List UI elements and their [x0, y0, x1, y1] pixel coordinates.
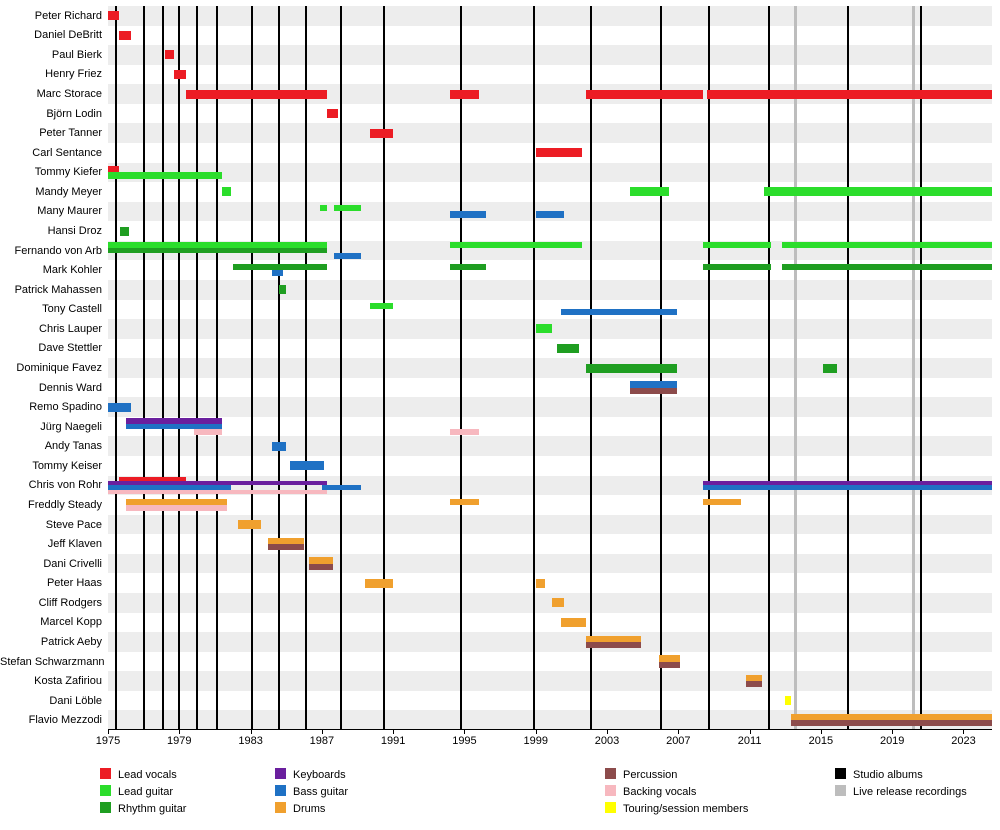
row-band: [108, 671, 992, 691]
legend-item: [605, 785, 696, 798]
member-label: Peter Tanner: [39, 127, 102, 140]
timeline-bar: [268, 544, 304, 550]
studio-album-line: [178, 6, 180, 730]
legend-swatch: [100, 785, 111, 796]
member-label: Mandy Meyer: [35, 185, 102, 198]
timeline-bar: [791, 720, 992, 726]
timeline-bar: [764, 187, 992, 196]
legend-item: [605, 768, 677, 781]
legend-label: Lead vocals: [118, 769, 177, 781]
x-tick: [821, 730, 822, 734]
studio-album-line: [162, 6, 164, 730]
timeline-bar: [536, 324, 552, 333]
member-label: Patrick Mahassen: [14, 283, 102, 296]
row-band: [108, 632, 992, 652]
timeline-bar: [561, 618, 586, 627]
studio-album-line: [305, 6, 307, 730]
timeline-bar: [703, 264, 771, 270]
timeline-bar: [365, 579, 394, 588]
timeline-bar: [165, 50, 174, 59]
member-label: Kosta Zafiriou: [34, 675, 102, 688]
legend-item: [275, 768, 346, 781]
member-label: Carl Sentance: [32, 146, 102, 159]
chart-legend: [100, 768, 990, 826]
timeline-bar: [536, 211, 565, 217]
timeline-bar: [370, 129, 393, 138]
timeline-bar: [327, 109, 338, 118]
member-label: Marc Storace: [36, 88, 102, 101]
legend-label: Drums: [293, 803, 326, 815]
timeline-bar: [126, 505, 228, 511]
x-tick-label: 1987: [309, 735, 335, 747]
legend-item: [275, 802, 325, 815]
x-tick: [536, 730, 537, 734]
legend-label: Studio albums: [853, 769, 923, 781]
timeline-bar: [108, 490, 327, 494]
timeline-bar: [370, 303, 393, 309]
timeline-bar: [552, 598, 564, 607]
row-band: [108, 280, 992, 300]
live-release-line: [794, 6, 797, 730]
member-label: Paul Bierk: [51, 48, 102, 61]
timeline-bar: [108, 11, 119, 20]
legend-swatch: [100, 802, 111, 813]
x-tick-label: 1999: [523, 735, 548, 747]
studio-album-line: [143, 6, 145, 730]
timeline-bar: [536, 148, 582, 157]
timeline-bar: [108, 248, 327, 254]
legend-label: Keyboards: [293, 769, 346, 781]
timeline-bar: [586, 90, 704, 99]
row-band: [108, 436, 992, 456]
row-band: [108, 593, 992, 613]
legend-swatch: [275, 768, 286, 779]
studio-album-line: [460, 6, 462, 730]
row-band: [108, 45, 992, 65]
x-tick-label: 1983: [238, 735, 263, 747]
member-label: Dave Stettler: [38, 342, 102, 355]
x-tick: [750, 730, 751, 734]
studio-album-line: [216, 6, 218, 730]
member-label: Tommy Kiefer: [34, 166, 102, 179]
x-tick: [464, 730, 465, 734]
member-label: Tommy Keiser: [32, 459, 102, 472]
member-label: Many Maurer: [37, 205, 102, 218]
member-label: Freddly Steady: [28, 498, 102, 511]
legend-swatch: [275, 802, 286, 813]
timeline-bar: [450, 429, 479, 435]
legend-item: [100, 785, 173, 798]
studio-album-line: [278, 6, 280, 730]
timeline-bar: [322, 485, 361, 489]
timeline-bar: [320, 205, 327, 211]
member-label: Patrick Aeby: [40, 635, 102, 648]
member-label: Stefan Schwarzmann: [0, 655, 105, 668]
legend-swatch: [835, 768, 846, 779]
timeline-bar: [194, 429, 223, 435]
member-label: Mark Kohler: [42, 264, 102, 277]
member-label: Tony Castell: [42, 303, 102, 316]
timeline-bar: [119, 31, 131, 40]
member-label: Henry Friez: [45, 68, 102, 81]
x-tick-label: 2019: [879, 735, 905, 747]
x-tick: [963, 730, 964, 734]
x-tick-label: 2015: [808, 735, 834, 747]
timeline-bar: [450, 264, 486, 270]
studio-album-line: [768, 6, 770, 730]
studio-album-line: [196, 6, 198, 730]
timeline-bar: [279, 285, 286, 294]
member-label: Chris Lauper: [39, 322, 102, 335]
row-band: [108, 554, 992, 574]
timeline-bar: [703, 242, 771, 248]
member-label: Peter Haas: [46, 577, 102, 590]
legend-label: Percussion: [623, 769, 678, 781]
member-label: Dennis Ward: [38, 381, 102, 394]
timeline-bar: [120, 227, 129, 236]
timeline-bar: [536, 579, 545, 588]
x-tick-label: 1991: [380, 735, 406, 747]
timeline-bar: [108, 481, 327, 485]
timeline-bar: [334, 205, 361, 211]
timeline-bar: [108, 403, 131, 412]
member-label: Remo Spadino: [29, 401, 102, 414]
plot-area: [108, 6, 992, 730]
legend-label: Touring/session members: [623, 803, 749, 815]
member-label: Chris von Rohr: [28, 479, 102, 492]
legend-item: [275, 785, 348, 798]
timeline-bar: [630, 187, 669, 196]
x-tick: [892, 730, 893, 734]
timeline-bar: [126, 418, 222, 424]
legend-item: [100, 768, 177, 781]
row-band: [108, 6, 992, 26]
timeline-bar: [630, 388, 676, 394]
legend-swatch: [605, 802, 616, 813]
timeline-bar: [186, 90, 327, 99]
studio-album-line: [533, 6, 535, 730]
x-axis: [95, 730, 992, 750]
row-band: [108, 123, 992, 143]
member-label: Marcel Kopp: [40, 616, 102, 629]
member-label: Fernando von Arb: [14, 244, 102, 257]
member-label: Hansi Droz: [47, 225, 102, 238]
timeline-bar: [450, 242, 582, 248]
legend-label: Bass guitar: [293, 786, 349, 798]
studio-album-line: [115, 6, 117, 730]
member-label: Dani Crivelli: [43, 557, 102, 570]
legend-label: Backing vocals: [623, 786, 697, 798]
studio-album-line: [920, 6, 922, 730]
x-tick-label: 2007: [666, 735, 691, 747]
x-tick: [108, 730, 109, 734]
x-tick-label: 1995: [452, 735, 477, 747]
timeline-bar: [782, 264, 992, 270]
timeline-bar: [707, 90, 992, 99]
member-label: Björn Lodin: [46, 107, 102, 120]
legend-item: [100, 802, 186, 815]
legend-swatch: [605, 768, 616, 779]
legend-swatch: [835, 785, 846, 796]
legend-label: Live release recordings: [853, 786, 967, 798]
timeline-bar: [108, 166, 119, 172]
legend-swatch: [100, 768, 111, 779]
x-tick-label: 1979: [167, 735, 192, 747]
row-band: [108, 358, 992, 378]
member-label: Peter Richard: [34, 9, 102, 22]
x-tick: [393, 730, 394, 734]
timeline-bar: [108, 172, 222, 178]
x-tick-label: 2011: [737, 735, 762, 747]
member-label: Steve Pace: [45, 518, 102, 531]
x-tick-label: 2023: [951, 735, 976, 747]
timeline-bar: [272, 442, 286, 451]
timeline-bar: [746, 681, 762, 687]
legend-swatch: [605, 785, 616, 796]
timeline-bar: [272, 270, 283, 276]
x-tick: [607, 730, 608, 734]
studio-album-line: [251, 6, 253, 730]
studio-album-line: [340, 6, 342, 730]
timeline-bar: [561, 309, 677, 315]
member-label: Dani Löble: [49, 694, 102, 707]
x-tick-label: 2003: [594, 735, 620, 747]
live-release-line: [912, 6, 915, 730]
timeline-bar: [222, 187, 231, 196]
member-label: Daniel DeBritt: [34, 29, 102, 42]
x-tick: [678, 730, 679, 734]
x-tick-label: 1975: [95, 735, 121, 747]
member-label: Jeff Klaven: [47, 538, 102, 551]
timeline-bar: [586, 364, 677, 373]
timeline-bar: [174, 70, 186, 79]
legend-label: Lead guitar: [118, 786, 174, 798]
timeline-bar: [703, 499, 740, 505]
timeline-bar: [782, 242, 992, 248]
row-band: [108, 397, 992, 417]
member-label: Flavio Mezzodi: [28, 714, 102, 727]
member-label: Jürg Naegeli: [40, 420, 102, 433]
timeline-bar: [659, 662, 680, 668]
studio-album-line: [708, 6, 710, 730]
x-tick: [179, 730, 180, 734]
timeline-bar: [450, 211, 486, 217]
timeline-bar: [450, 499, 479, 505]
timeline-bar: [238, 520, 261, 529]
legend-swatch: [275, 785, 286, 796]
timeline-bar: [334, 253, 361, 259]
timeline-bar: [450, 90, 479, 99]
member-label: Dominique Favez: [16, 362, 102, 374]
x-tick: [251, 730, 252, 734]
legend-item: [835, 768, 923, 781]
timeline-bar: [557, 344, 578, 353]
member-label: Cliff Rodgers: [38, 596, 102, 609]
timeline-bar: [586, 642, 641, 648]
timeline-bar: [703, 485, 992, 489]
studio-album-line: [847, 6, 849, 730]
legend-item: [835, 785, 967, 798]
row-band: [108, 163, 992, 183]
x-tick: [322, 730, 323, 734]
legend-item: [605, 802, 748, 815]
legend-label: Rhythm guitar: [118, 803, 187, 815]
timeline-bar: [309, 564, 332, 570]
timeline-bar: [290, 461, 324, 470]
studio-album-line: [383, 6, 385, 730]
member-label: Andy Tanas: [44, 440, 102, 453]
timeline-bar: [785, 696, 790, 705]
timeline-bar: [823, 364, 837, 373]
